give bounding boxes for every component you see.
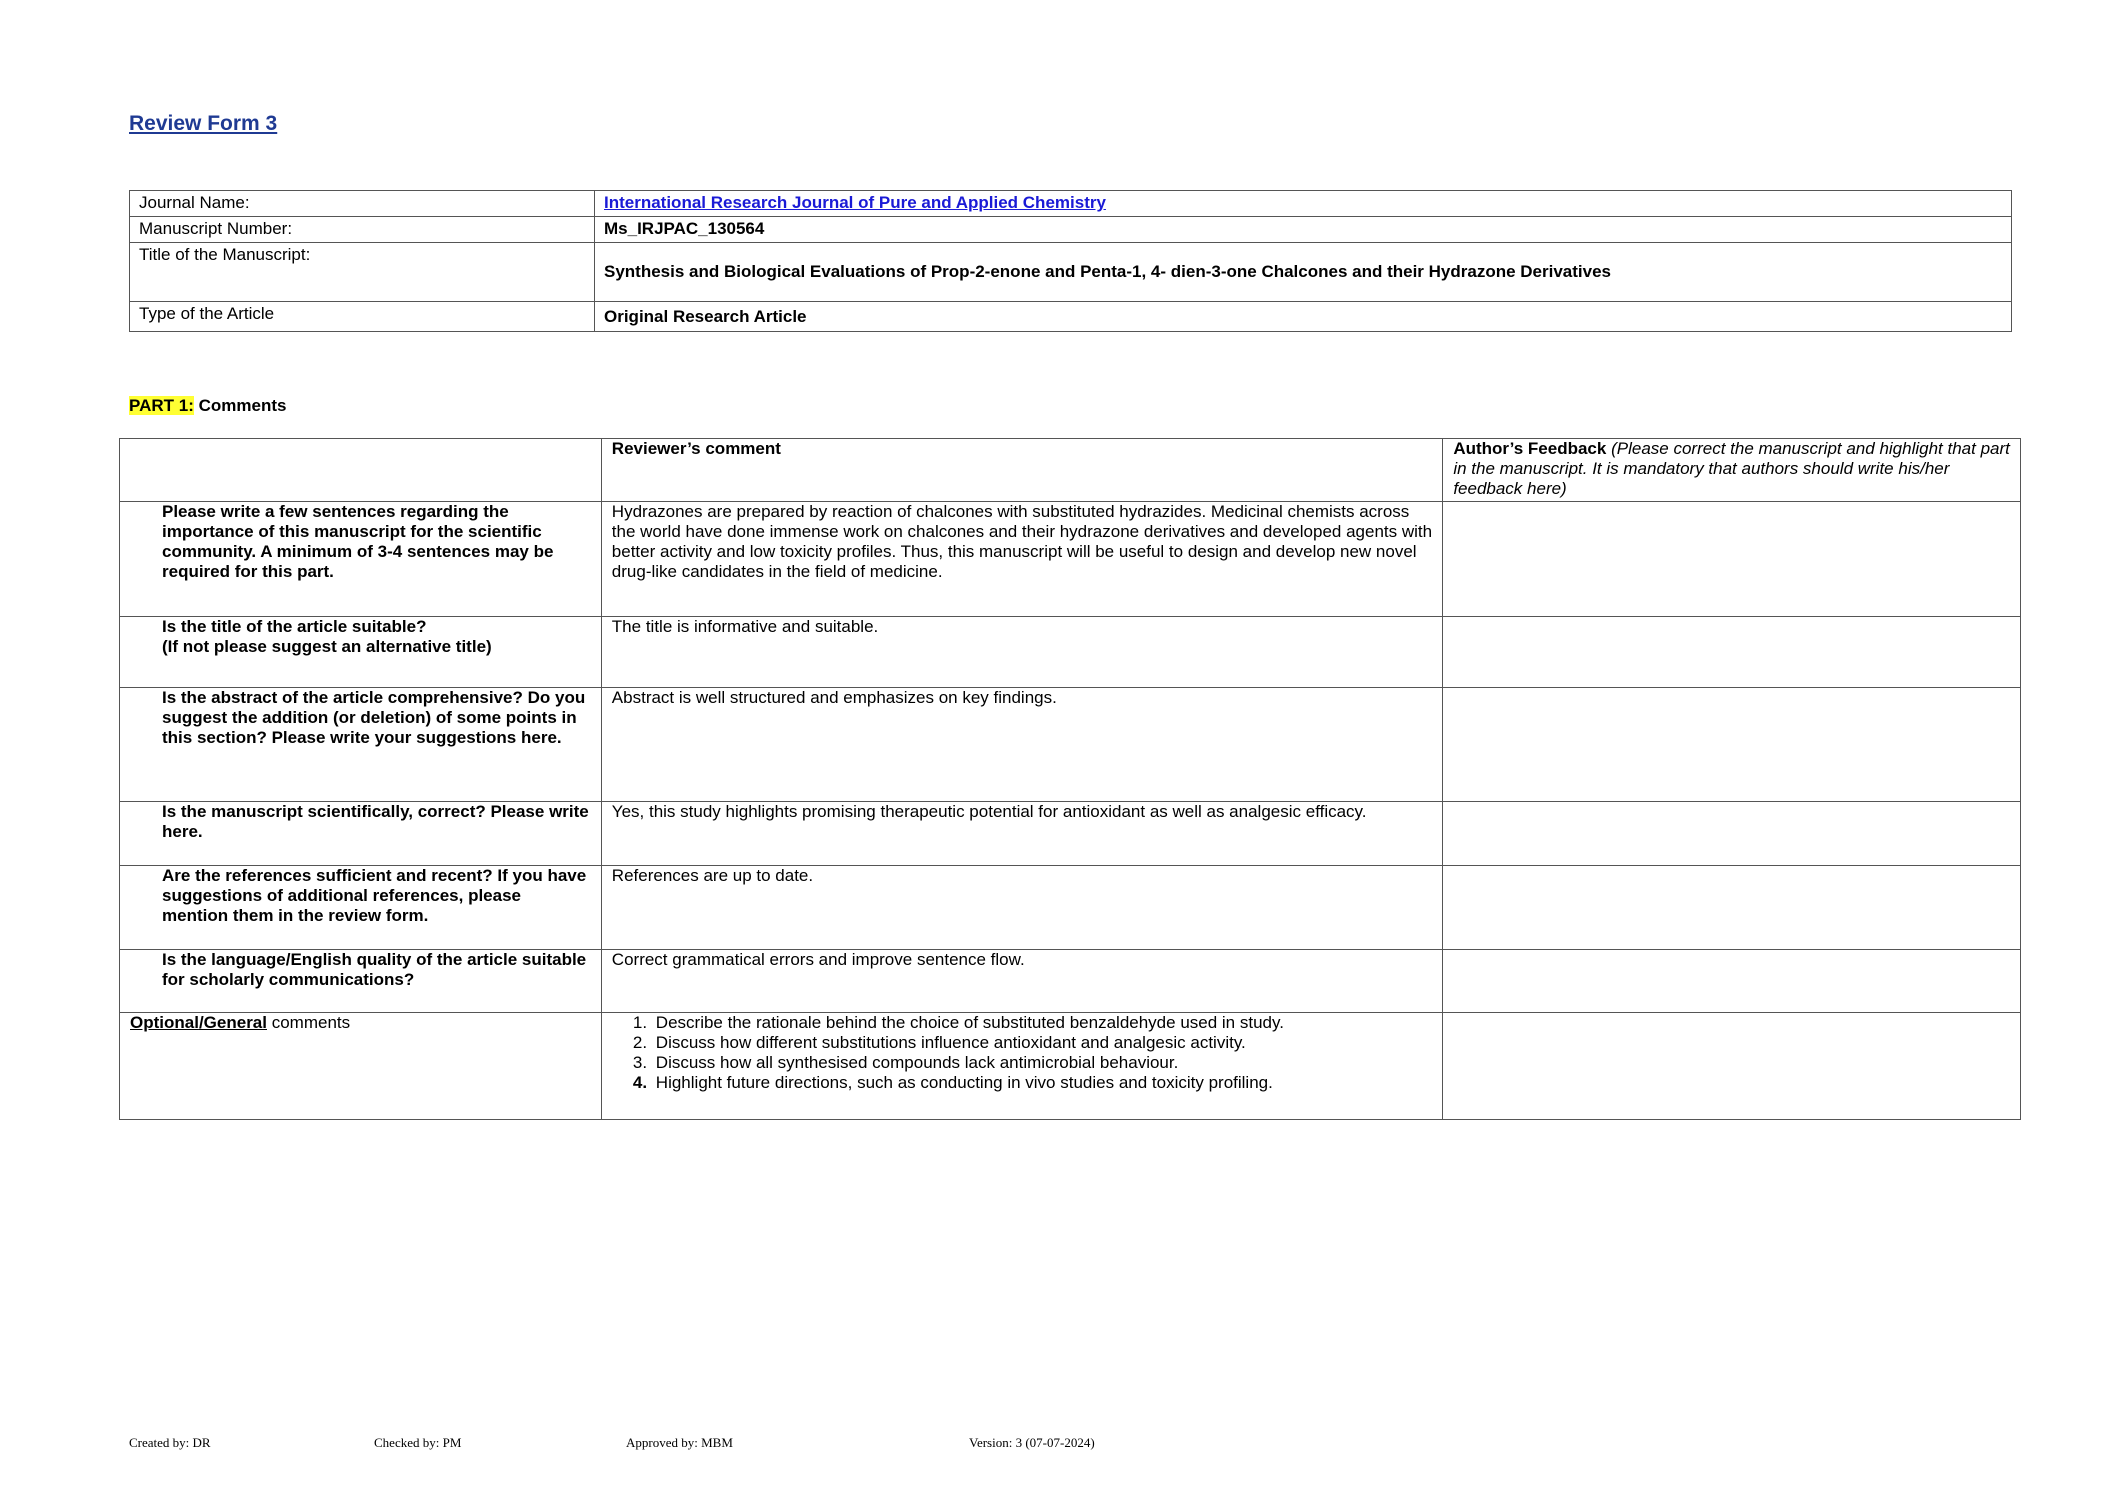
author-feedback-cell[interactable] (1443, 950, 2021, 1013)
author-feedback-cell[interactable] (1443, 688, 2021, 802)
journal-link[interactable]: International Research Journal of Pure and Applied Chemistry (604, 193, 1106, 212)
footer-created: Created by: DR (129, 1435, 211, 1450)
comments-header-row (120, 439, 2021, 502)
reviewer-comment: Correct grammatical errors and improve sentence flow. (601, 950, 1443, 1013)
table-row (120, 950, 2021, 1013)
type-label: Type of the Article (130, 302, 595, 332)
list-item: 4. Highlight future directions, such as conducting in vivo studies and toxicity profiling. (652, 1073, 1433, 1093)
reviewer-comment-header: Reviewer’s comment (601, 439, 1443, 502)
reviewer-comment: References are up to date. (601, 866, 1443, 950)
optional-comments-list-cell (601, 1013, 1443, 1120)
optional-label-rest: comments (267, 1013, 351, 1032)
author-feedback-cell[interactable] (1443, 617, 2021, 688)
footer-approved: Approved by: MBM (626, 1435, 733, 1450)
question-title (120, 617, 602, 688)
table-row (120, 688, 2021, 802)
list-item: 1. Describe the rationale behind the choice of substituted benzaldehyde used in study. (652, 1013, 1433, 1033)
author-feedback-cell[interactable] (1443, 866, 2021, 950)
footer-version: Version: 3 (07-07-2024) (969, 1435, 1095, 1450)
title-value: Synthesis and Biological Evaluations of Prop-2-enone and Penta-1, 4- dien-3-one Chalcones and their Hydrazone Derivatives (595, 243, 2012, 302)
comments-table (119, 438, 2021, 1120)
table-row (120, 802, 2021, 866)
journal-label: Journal Name: (130, 191, 595, 217)
optional-comments-list (612, 1013, 1433, 1093)
optional-label-bold: Optional/General (130, 1013, 267, 1032)
manuscript-row (130, 217, 2012, 243)
reviewer-comment: The title is informative and suitable. (601, 617, 1443, 688)
question-references: Are the references sufficient and recent? If you have suggestions of additional references, please mention them in the review form. (120, 866, 602, 950)
title-row (130, 243, 2012, 302)
manuscript-label: Manuscript Number: (130, 217, 595, 243)
journal-row (130, 191, 2012, 217)
manuscript-value: Ms_IRJPAC_130564 (595, 217, 2012, 243)
author-feedback-header (1443, 439, 2021, 502)
journal-value[interactable] (595, 191, 2012, 217)
question-abstract: Is the abstract of the article comprehensive? Do you suggest the addition (or deletion) of some points in this section? Please write your suggestions here. (120, 688, 602, 802)
header-empty-cell (120, 439, 602, 502)
form-title[interactable]: Review Form 3 (129, 112, 278, 135)
table-row (120, 502, 2021, 617)
title-label: Title of the Manuscript: (130, 243, 595, 302)
question-title-line2: (If not please suggest an alternative title) (162, 637, 492, 656)
author-feedback-instructions: (Please correct the manuscript and highlight that part in the manuscript. It is mandatory that authors should write his/her feedback here) (1453, 439, 2010, 498)
table-row (120, 617, 2021, 688)
reviewer-comment: Yes, this study highlights promising therapeutic potential for antioxidant as well as analgesic efficacy. (601, 802, 1443, 866)
part1-label: PART 1: (129, 396, 194, 415)
reviewer-comment: Abstract is well structured and emphasizes on key findings. (601, 688, 1443, 802)
question-language: Is the language/English quality of the article suitable for scholarly communications? (120, 950, 602, 1013)
author-feedback-cell[interactable] (1443, 502, 2021, 617)
type-row (130, 302, 2012, 332)
list-item: 2. Discuss how different substitutions influence antioxidant and analgesic activity. (652, 1033, 1433, 1053)
part1-title: Comments (198, 396, 287, 415)
manuscript-info-table (129, 190, 2012, 332)
footer-checked: Checked by: PM (374, 1435, 462, 1450)
reviewer-comment: Hydrazones are prepared by reaction of chalcones with substituted hydrazides. Medicinal chemists across the world have done immense work on chalcones and their hydrazone derivatives and developed agents with better activity and low toxicity profiles. Thus, this manuscript will be useful to design and develop new novel drug-like candidates in the field of medicine. (601, 502, 1443, 617)
table-row (120, 866, 2021, 950)
part1-heading (129, 396, 286, 416)
author-feedback-cell[interactable] (1443, 1013, 2021, 1120)
question-scientific: Is the manuscript scientifically, correct? Please write here. (120, 802, 602, 866)
question-title-line1: Is the title of the article suitable? (162, 617, 427, 636)
author-feedback-cell[interactable] (1443, 802, 2021, 866)
optional-comments-row (120, 1013, 2021, 1120)
question-importance: Please write a few sentences regarding the importance of this manuscript for the scientific community. A minimum of 3-4 sentences may be required for this part. (120, 502, 602, 617)
type-value: Original Research Article (595, 302, 2012, 332)
author-feedback-title: Author’s Feedback (1453, 439, 1607, 458)
list-item: 3. Discuss how all synthesised compounds lack antimicrobial behaviour. (652, 1053, 1433, 1073)
optional-comments-label (120, 1013, 602, 1120)
